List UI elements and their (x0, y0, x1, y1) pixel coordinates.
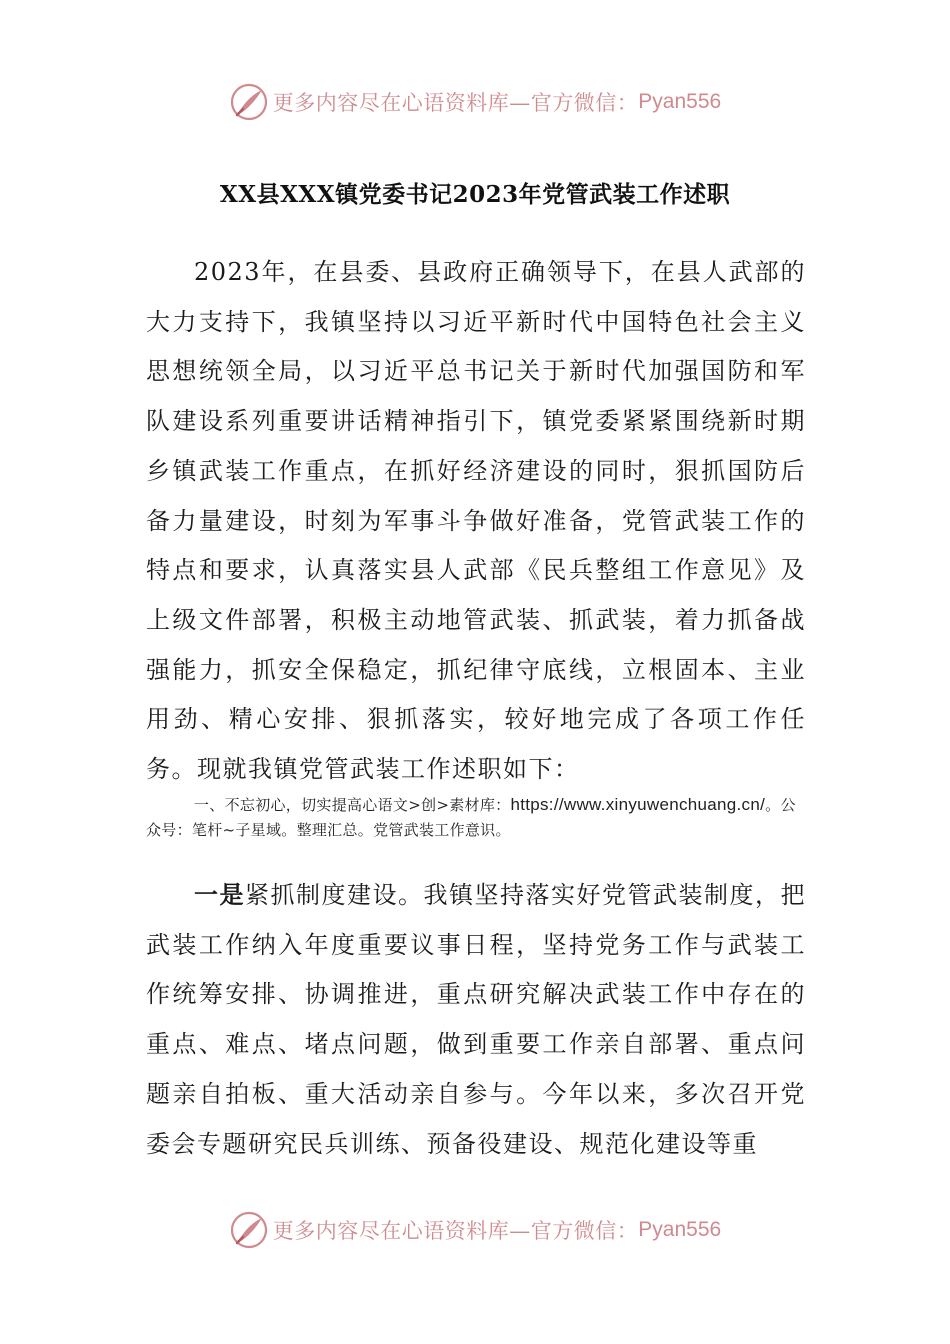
document-title: XX县XXX镇党委书记2023年党管武装工作述职 (219, 181, 731, 208)
quill-logo-icon (229, 82, 269, 122)
quill-logo-icon (229, 1210, 269, 1250)
banner-wechat-id: Pyan556 (638, 90, 722, 113)
section-1-paragraph (146, 870, 806, 1169)
banner-text: 更多内容尽在心语资料库—官方微信： (272, 91, 639, 115)
section-1-lead: 一是 (194, 880, 245, 909)
banner-wechat-id: Pyan556 (638, 1218, 722, 1241)
note-prefix: 一、不忘初心，切实提高心语文>创>素材库： (194, 796, 511, 814)
intro-paragraph: 2023年，在县委、县政府正确领导下，在县人武部的大力支持下，我镇坚持以习近平新时代中国特色社会主义思想统领全局，以习近平总书记关于新时代加强国防和军队建设系列重要讲话精神指引下，镇党委紧紧围绕新时期乡镇武装工作重点，在抓好经济建设的同时，狠抓国防后备力量建设，时刻为军事斗争做好准备，党管武装工作的特点和要求，认真落实县人武部《民兵整组工作意见》及上级文件部署，积极主动地管武装、抓武装，着力抓备战强能力，抓安全保稳定，抓纪律守底线，立根固本、主业用劲、精心安排、狠抓落实，较好地完成了各项工作任务。现就我镇党管武装工作述职如下： (146, 258, 806, 784)
header-banner (0, 78, 950, 126)
source-note (146, 792, 811, 843)
banner-text: 更多内容尽在心语资料库—官方微信： (272, 1219, 639, 1243)
footer-banner (0, 1206, 950, 1254)
note-suffix: 。公众号：笔杆~子星域。整理汇总。党管武装工作意识。 (146, 796, 796, 839)
note-url: https://www.xinyuwenchuang.cn/ (510, 795, 766, 814)
section-1-body: 紧抓制度建设。我镇坚持落实好党管武装制度，把武装工作纳入年度重要议事日程，坚持党务工作与武装工作统筹安排、协调推进，重点研究解决武装工作中存在的重点、难点、堵点问题，做到重要工作亲自部署、重点问题亲自拍板、重大活动亲自参与。今年以来，多次召开党委会专题研究民兵训练、预备役建设、规范化建设等重 (146, 881, 806, 1158)
